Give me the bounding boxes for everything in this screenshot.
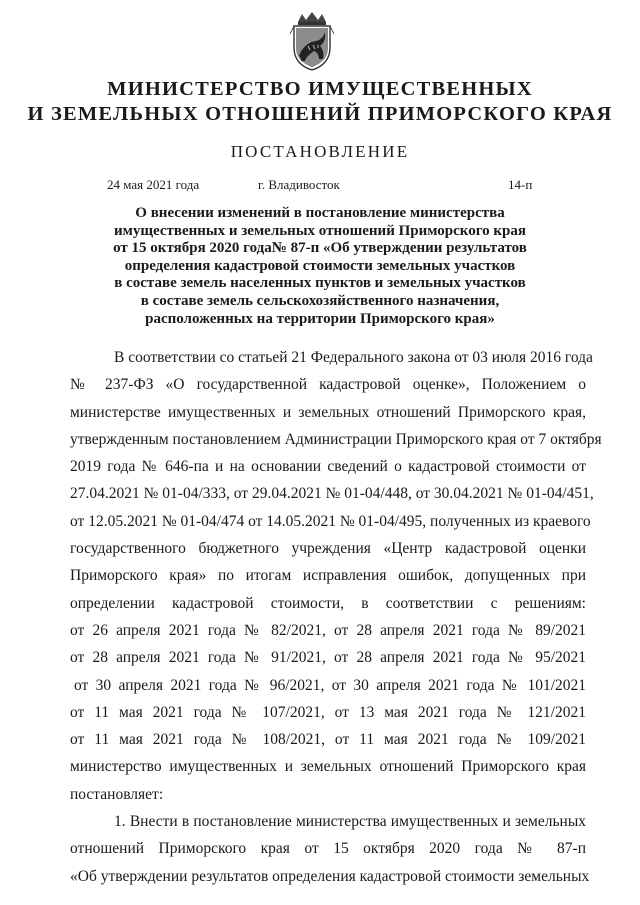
coat-of-arms-icon bbox=[284, 12, 340, 72]
resolution-body bbox=[70, 344, 602, 890]
resolution-title bbox=[70, 205, 570, 328]
body-line: от 11 мая 2021 года № 107/2021, от 13 мая 2021 года № 121/2021 bbox=[70, 703, 586, 721]
title-line: от 15 октября 2020 года№ 87-п «Об утверждении результатов bbox=[113, 240, 527, 257]
body-line: Приморского края» по итогам исправления ошибок, допущенных при bbox=[70, 567, 586, 585]
body-line: от 28 апреля 2021 года № 91/2021, от 28 апреля 2021 года № 95/2021 bbox=[70, 649, 586, 667]
body-line: В соответствии со статьей 21 Федерального закона от 03 июля 2016 года bbox=[114, 349, 593, 366]
body-line: 1. Внести в постановление министерства имущественных и земельных bbox=[114, 813, 586, 831]
body-line: от 30 апреля 2021 года № 96/2021, от 30 апреля 2021 года № 101/2021 bbox=[74, 676, 586, 694]
body-line: министерстве имущественных и земельных отношений Приморского края, bbox=[70, 403, 586, 421]
document-city: г. Владивосток bbox=[258, 177, 340, 192]
body-line: от 12.05.2021 № 01-04/474 от 14.05.2021 № 01-04/495, полученных из краевого bbox=[70, 512, 591, 530]
body-line: от 11 мая 2021 года № 108/2021, от 11 мая 2021 года № 109/2021 bbox=[70, 731, 586, 749]
body-line: 2019 года № 646-па и на основании сведений о кадастровой стоимости от bbox=[70, 458, 586, 476]
document-date: 24 мая 2021 года bbox=[107, 177, 200, 192]
body-line: № 237-ФЗ «О государственной кадастровой оценке», Положением о bbox=[70, 376, 586, 394]
body-line: от 26 апреля 2021 года № 82/2021, от 28 апреля 2021 года № 89/2021 bbox=[70, 621, 586, 639]
body-line: государственного бюджетного учреждения «Центр кадастровой оценки bbox=[70, 540, 586, 558]
body-line: отношений Приморского края от 15 октября 2020 года № 87-п bbox=[70, 840, 586, 858]
title-line: имущественных и земельных отношений Приморского края bbox=[113, 222, 527, 239]
body-line: утвержденным постановлением Администрации Приморского края от 7 октября bbox=[70, 430, 602, 448]
ministry-name-line1: МИНИСТЕРСТВО ИМУЩЕСТВЕННЫХ bbox=[107, 78, 533, 100]
body-line: министерство имущественных и земельных отношений Приморского края bbox=[70, 758, 586, 776]
document-type: ПОСТАНОВЛЕНИЕ bbox=[230, 142, 410, 161]
title-line: в составе земель населенных пунктов и земельных участков bbox=[114, 275, 526, 292]
title-line: расположенных на территории Приморского края» bbox=[145, 310, 495, 327]
title-line: определения кадастровой стоимости земельных участков bbox=[124, 257, 516, 274]
title-line: О внесении изменений в постановление министерства bbox=[135, 205, 505, 221]
title-line: в составе земель сельскохозяйственного назначения, bbox=[140, 292, 500, 309]
ministry-name-line2: И ЗЕМЕЛЬНЫХ ОТНОШЕНИЙ ПРИМОРСКОГО КРАЯ bbox=[27, 103, 613, 125]
body-line: постановляет: bbox=[70, 785, 164, 803]
body-line: определении кадастровой стоимости, в соответствии с решениям: bbox=[70, 594, 586, 612]
body-line: «Об утверждении результатов определения кадастровой стоимости земельных bbox=[70, 867, 590, 885]
body-line: 27.04.2021 № 01-04/333, от 29.04.2021 № 01-04/448, от 30.04.2021 № 01-04/451, bbox=[70, 485, 594, 503]
document-number: 14-п bbox=[508, 177, 533, 192]
